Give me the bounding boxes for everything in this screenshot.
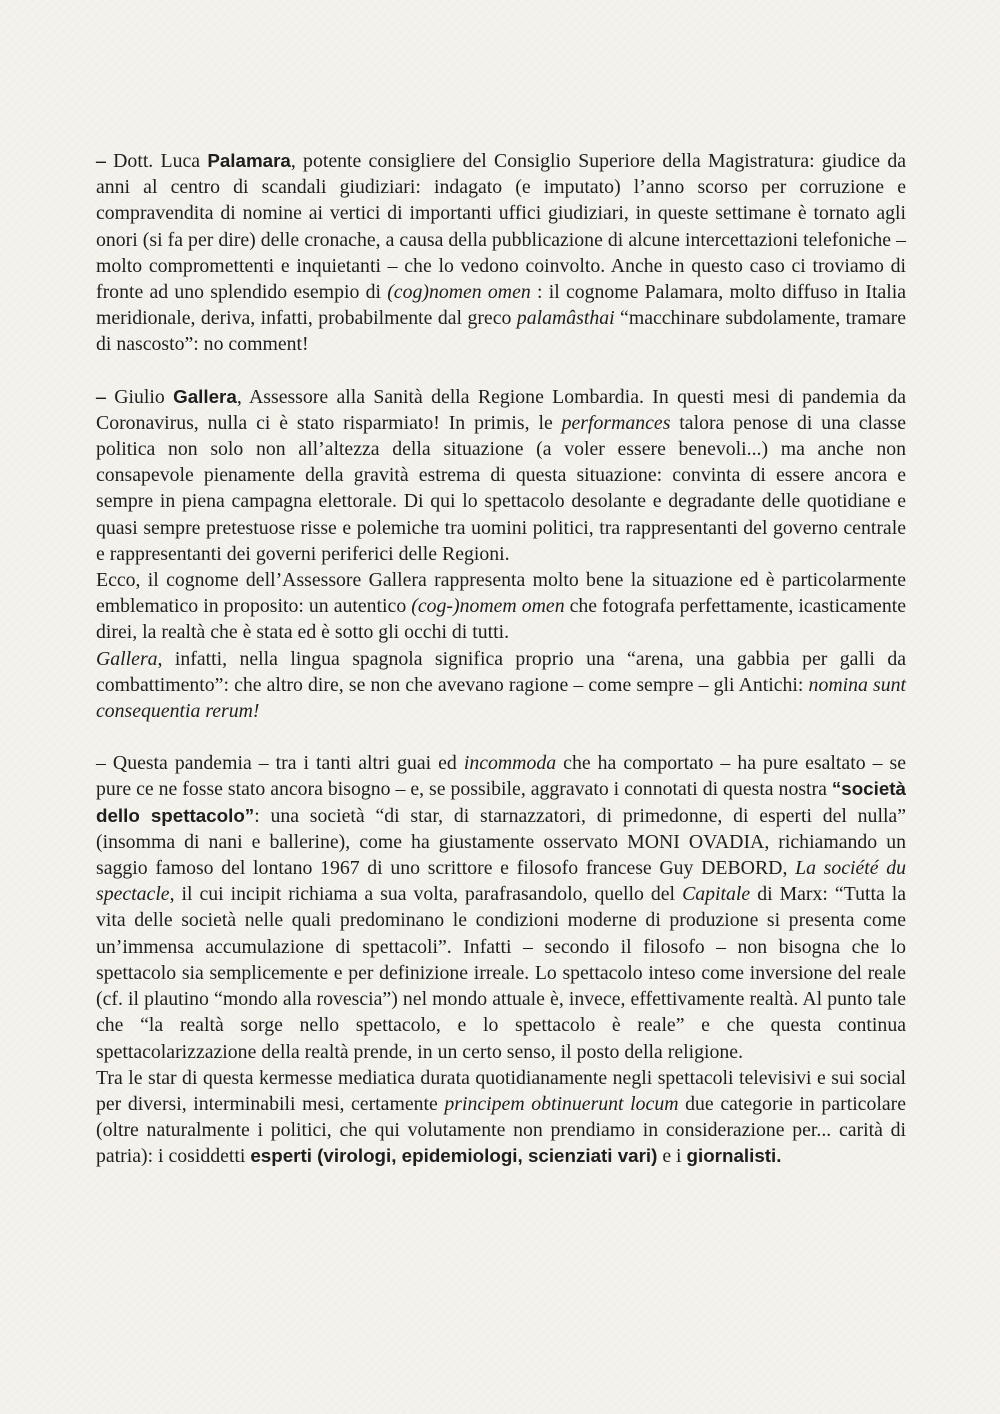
latin-phrase: principem obtinuerunt locum	[444, 1092, 679, 1115]
paragraph-gap	[96, 358, 906, 384]
book-title: La société du spectacle	[96, 857, 907, 906]
bold-phrase: giornalisti.	[686, 1145, 782, 1167]
text-span: : una società “di star, di starnazzatori, di primedonne, di esperti del nulla” (insomma di nani e ballerine), come ha giustamente osservato MONI OVADIA, richiamando un saggio famoso del lontano 1967 di uno scrittore e filosofo francese Guy DEBORD,	[96, 804, 906, 880]
text-span: , potente consigliere del Consiglio Superiore della Magistratura: giudice da anni al centro di scandali giudiziari: indagato (e imputato) l’anno scorso per corruzione e compravendita di nomine ai vertici di importanti uffici giudiziari, in queste settimane è tornato agli onori (si fa per dire) delle cronache, a causa della pubblicazione di alcune intercettazioni telefoniche – molto compromettenti e inquietanti – che lo vedono coinvolto. Anche in questo caso ci troviamo di fronte ad uno splendido esempio di	[96, 150, 907, 304]
text-span: : il cognome Palamara, molto diffuso in Italia meridionale, deriva, infatti, probabilmente dal greco	[96, 281, 907, 330]
paragraph-pandemia	[96, 750, 906, 1064]
dash: –	[96, 150, 106, 172]
surname-gallera: Gallera	[173, 385, 237, 407]
paragraph-gallera-meaning	[96, 646, 906, 725]
bold-phrase: “società dello spettacolo”	[96, 778, 906, 826]
text-span: che fotografa perfettamente, icasticamente direi, la realtà che è stata ed è sotto gli occhi di tutti.	[96, 595, 906, 644]
text-span: Tra le star di questa kermesse mediatica durata quotidianamente negli spettacoli televisivi e sui social per diversi, interminabili mesi, certamente	[96, 1066, 906, 1115]
text-span: , Assessore alla Sanità della Regione Lombardia. In questi mesi di pandemia da Coronavirus, nulla ci è stato risparmiato! In primis, le	[96, 385, 906, 434]
italic-word: Gallera	[96, 647, 158, 670]
paragraph-star	[96, 1065, 906, 1170]
text-span: e i	[657, 1145, 687, 1168]
text-span: Giulio	[105, 385, 174, 408]
text-span: talora penose di una classe politica non solo non all’altezza della situazione (a voler essere benevoli...) ma anche non consapevole pienamente della gravità estrema di questa situazione: convinta di essere ancora e sempre in piena campagna elettorale. Di qui lo spettacolo desolante e degradante delle quotidiane e quasi sempre pretestuose risse e polemiche tra uomini politici, tra rappresentanti del governo centrale e rappresentanti dei governi periferici delle Regioni.	[96, 411, 906, 565]
paragraph-palamara	[96, 148, 906, 358]
text-span: , infatti, nella lingua spagnola significa proprio una “arena, una gabbia per galli da combattimento”: che altro dire, se non che avevano ragione – come sempre – gli Antichi:	[96, 647, 906, 696]
text-span: che ha comportato – ha pure esaltato – se pure ce ne fosse stato ancora bisogno – e, se possibile, aggravato i connotati di questa nostra	[96, 752, 906, 801]
text-span: – Questa pandemia – tra i tanti altri guai ed	[96, 752, 464, 775]
paragraph-ecco	[96, 567, 906, 646]
latin-word: incommoda	[463, 752, 557, 775]
document-page	[96, 148, 906, 1170]
text-span: due categorie in particolare (oltre naturalmente i politici, che qui volutamente non prendiamo in considerazione per... carità di patria): i cosiddetti	[96, 1092, 906, 1168]
book-title: Capitale	[682, 883, 751, 906]
latin-phrase: (cog)nomen omen	[387, 281, 531, 304]
text-span: , il cui incipit richiama a sua volta, parafrasandolo, quello del	[169, 883, 683, 906]
dash: –	[96, 385, 106, 408]
text-span: di Marx: “Tutta la vita delle società nelle quali predominano le condizioni moderne di produzione si presenta come un’immensa accumulazione di spettacoli”. Infatti – secondo il filosofo – non bisogna che lo spettacolo sia semplicemente e per definizione irreale. Lo spettacolo inteso come inversione del reale (cf. il plautino “mondo alla rovescia”) nel mondo attuale è, invece, effettivamente realtà. Al punto tale che “la realtà sorge nello spettacolo, e lo spettacolo è reale” e che questa continua spettacolarizzazione della realtà prende, in un certo senso, il posto della religione.	[96, 883, 906, 1063]
bold-phrase: esperti (virologi, epidemiologi, scienziati vari)	[250, 1145, 658, 1167]
italic-word: performances	[561, 411, 671, 434]
text-span: Dott. Luca	[105, 150, 208, 172]
latin-phrase: (cog-)nomem omen	[411, 595, 565, 618]
paragraph-gap	[96, 724, 906, 750]
text-span: “macchinare subdolamente, tramare di nascosto”: no comment!	[96, 307, 906, 356]
text-span: Ecco, il cognome dell’Assessore Gallera rappresenta molto bene la situazione ed è particolarmente emblematico in proposito: un autentico	[96, 569, 906, 618]
latin-phrase: nomina sunt consequentia rerum!	[96, 673, 907, 723]
surname-palamara: Palamara	[207, 150, 291, 171]
greek-word: palamâsthai	[516, 307, 615, 330]
paragraph-gallera	[96, 384, 906, 567]
